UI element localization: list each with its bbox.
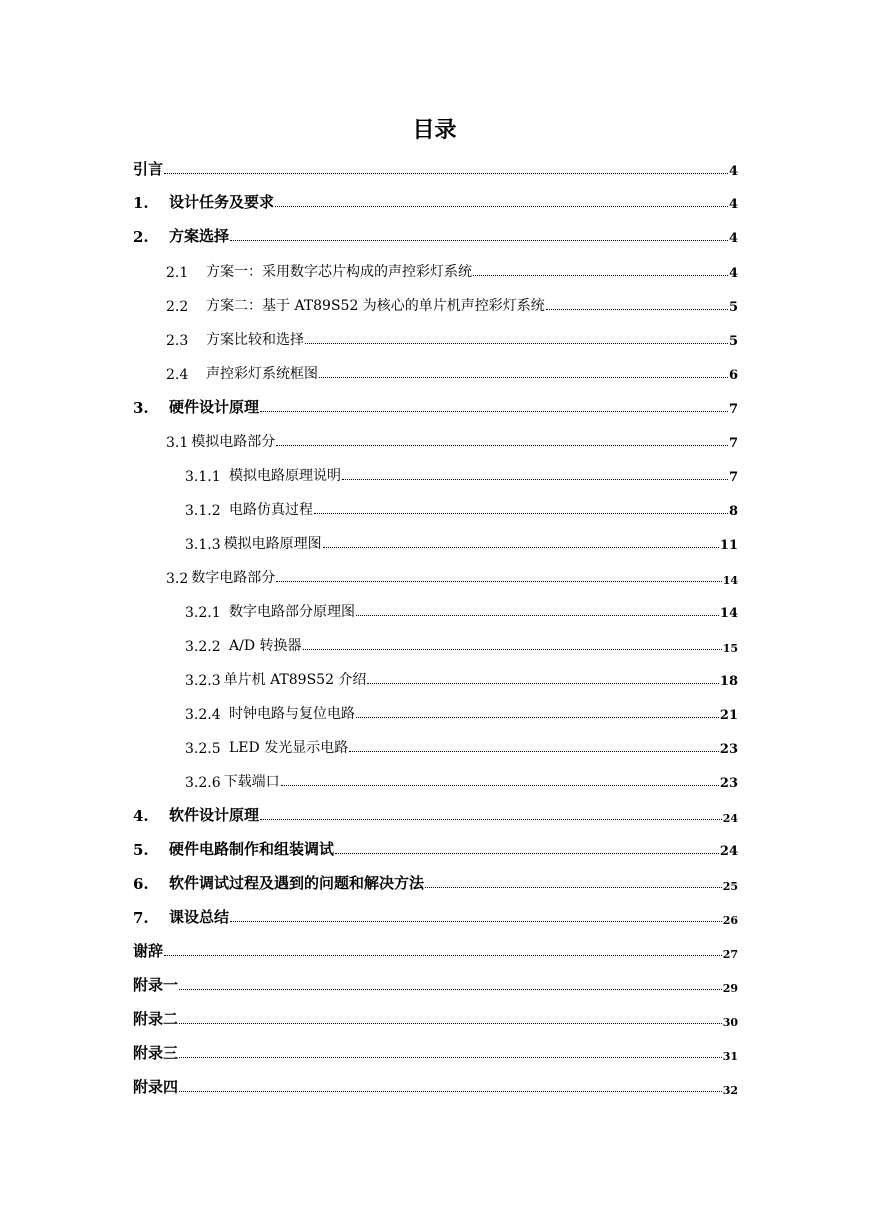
toc-entry-title: 附录三 [133, 1044, 179, 1062]
toc-entry-page-number: 7 [728, 436, 738, 451]
toc-entry[interactable] [166, 291, 738, 315]
toc-entry-title: LED 发光显示电路 [229, 740, 349, 756]
toc-entry[interactable] [133, 222, 738, 246]
toc-entry[interactable] [133, 1039, 738, 1063]
toc-entry-page-number: 4 [728, 164, 738, 179]
toc-entry[interactable] [133, 1005, 738, 1029]
toc-entry-title: 方案选择 [169, 227, 230, 245]
toc-entry-page-number: 24 [722, 812, 738, 825]
toc-entry-page-number: 4 [728, 197, 738, 212]
toc-entry-page-number: 32 [722, 1084, 738, 1097]
dot-leader [319, 377, 728, 378]
toc-entry-page-number: 8 [728, 504, 738, 519]
dot-leader [179, 1023, 722, 1024]
toc-entry-page-number: 25 [722, 880, 738, 893]
toc-title: 目录 [412, 118, 457, 143]
toc-entry-page-number: 7 [728, 470, 738, 485]
toc-entry[interactable] [133, 869, 738, 893]
toc-entry-title: 下载端口 [223, 774, 280, 790]
toc-entry-number: 3.2 [166, 571, 189, 587]
dot-leader [179, 1091, 722, 1092]
toc-entry-title: 单片机 AT89S52 介绍 [223, 672, 367, 688]
dot-leader [230, 240, 728, 241]
toc-entry-number: 3.1 [166, 435, 189, 451]
toc-entry[interactable] [185, 461, 738, 485]
toc-entry-number: 3.2.2 [185, 639, 221, 655]
toc-entry-page-number: 27 [722, 948, 738, 961]
toc-entry-number: 3.2.1 [185, 605, 221, 621]
toc-entry-page-number: 6 [728, 368, 738, 383]
toc-entry-title: 声控彩灯系统框图 [206, 366, 318, 382]
toc-entry-page-number: 23 [719, 776, 738, 791]
dot-leader [356, 717, 719, 718]
dot-leader [260, 819, 722, 820]
toc-entry-title: 数字电路部分原理图 [229, 604, 355, 620]
toc-entry-title: 附录四 [133, 1078, 179, 1096]
dot-leader [276, 581, 721, 582]
toc-entry[interactable] [185, 767, 738, 791]
toc-entry-title: 软件调试过程及遇到的问题和解决方法 [169, 874, 425, 892]
toc-entry-page-number: 29 [722, 982, 738, 995]
toc-entry[interactable] [133, 1073, 738, 1097]
dot-leader [546, 309, 728, 310]
toc-entry-title: 软件设计原理 [169, 806, 260, 824]
toc-entry[interactable] [185, 597, 738, 621]
toc-entry[interactable] [133, 801, 738, 825]
toc-entry-title: 附录一 [133, 976, 179, 994]
toc-entry-page-number: 11 [719, 538, 738, 553]
dot-leader [164, 173, 728, 174]
dot-leader [164, 955, 722, 956]
toc-entry-page-number: 24 [719, 844, 738, 859]
toc-entry[interactable] [133, 155, 738, 179]
toc-entry-title: 硬件设计原理 [169, 398, 260, 416]
toc-entry-title: 模拟电路部分 [191, 434, 276, 450]
toc-entry-title: 时钟电路与复位电路 [229, 706, 355, 722]
toc-entry[interactable] [166, 563, 738, 587]
toc-entry[interactable] [185, 733, 738, 757]
toc-entry-page-number: 15 [722, 642, 738, 655]
toc-entry-title: 方案比较和选择 [206, 332, 304, 348]
dot-leader [260, 411, 728, 412]
toc-entry[interactable] [166, 359, 738, 383]
dot-leader [314, 513, 728, 514]
toc-entry-number: 2.1 [166, 265, 189, 281]
toc-entry-number: 5. [133, 841, 149, 859]
toc-entry-page-number: 26 [722, 914, 738, 927]
toc-entry-page-number: 21 [719, 708, 738, 723]
toc-entry-number: 2.2 [166, 299, 189, 315]
toc-entry-title: 方案一：采用数字芯片构成的声控彩灯系统 [206, 264, 472, 280]
dot-leader [305, 343, 728, 344]
dot-leader [179, 989, 722, 990]
toc-entry-page-number: 14 [722, 574, 738, 587]
toc-entry-number: 1. [133, 194, 149, 212]
toc-entry[interactable] [166, 427, 738, 451]
toc-entry-title: 硬件电路制作和组装调试 [169, 840, 335, 858]
toc-entry-page-number: 4 [728, 231, 738, 246]
toc-entry-number: 3.2.5 [185, 741, 221, 757]
toc-entry-page-number: 18 [719, 674, 738, 689]
toc-entry[interactable] [133, 188, 738, 212]
toc-entry-number: 6. [133, 875, 149, 893]
toc-entry-number: 3.1.1 [185, 469, 221, 485]
toc-entry-number: 3. [133, 399, 149, 417]
toc-entry-page-number: 14 [719, 606, 738, 621]
toc-entry-number: 2.4 [166, 367, 189, 383]
toc-entry-title: A/D 转换器 [229, 638, 302, 654]
toc-entry-page-number: 31 [722, 1050, 738, 1063]
toc-entry-number: 3.2.3 [185, 673, 221, 689]
toc-entry[interactable] [185, 495, 738, 519]
dot-leader [367, 683, 718, 684]
toc-entry-title: 引言 [133, 160, 164, 178]
toc-entry-number: 7. [133, 909, 149, 927]
toc-entry-title: 课设总结 [169, 908, 230, 926]
toc-entry-title: 附录二 [133, 1010, 179, 1028]
toc-entry[interactable] [133, 937, 738, 961]
toc-entry-number: 3.2.6 [185, 775, 221, 791]
dot-leader [425, 887, 722, 888]
toc-entry-page-number: 7 [728, 402, 738, 417]
toc-entry[interactable] [166, 257, 738, 281]
toc-entry-page-number: 4 [728, 266, 738, 281]
dot-leader [230, 921, 722, 922]
toc-entry-page-number: 30 [722, 1016, 738, 1029]
toc-entry[interactable] [185, 665, 738, 689]
toc-entry[interactable] [133, 835, 738, 859]
dot-leader [281, 785, 719, 786]
dot-leader [473, 275, 728, 276]
toc-entry-title: 谢辞 [133, 942, 164, 960]
toc-entry-title: 模拟电路原理图 [223, 536, 322, 552]
dot-leader [275, 206, 728, 207]
dot-leader [342, 479, 728, 480]
toc-entry[interactable] [133, 903, 738, 927]
dot-leader [303, 649, 722, 650]
toc-entry-page-number: 5 [728, 334, 738, 349]
toc-entry[interactable] [133, 971, 738, 995]
toc-entry[interactable] [166, 325, 738, 349]
toc-entry-page-number: 23 [719, 742, 738, 757]
toc-entry[interactable] [185, 529, 738, 553]
toc-entry[interactable] [133, 393, 738, 417]
toc-entry[interactable] [185, 699, 738, 723]
toc-entry-number: 2.3 [166, 333, 189, 349]
toc-entry-number: 2. [133, 228, 149, 246]
toc-entry[interactable] [185, 631, 738, 655]
toc-entry-number: 3.2.4 [185, 707, 221, 723]
dot-leader [335, 853, 719, 854]
dot-leader [179, 1057, 722, 1058]
toc-entry-title: 数字电路部分 [191, 570, 276, 586]
toc-entry-title: 设计任务及要求 [169, 193, 275, 211]
dot-leader [276, 445, 728, 446]
dot-leader [356, 615, 719, 616]
toc-entry-number: 4. [133, 807, 149, 825]
toc-entry-title: 模拟电路原理说明 [229, 468, 341, 484]
toc-entry-page-number: 5 [728, 300, 738, 315]
dot-leader [349, 751, 719, 752]
toc-entry-title: 电路仿真过程 [229, 502, 313, 518]
dot-leader [323, 547, 719, 548]
toc-entry-number: 3.1.3 [185, 537, 221, 553]
toc-entry-number: 3.1.2 [185, 503, 221, 519]
toc-entry-title: 方案二：基于 AT89S52 为核心的单片机声控彩灯系统 [206, 298, 545, 314]
